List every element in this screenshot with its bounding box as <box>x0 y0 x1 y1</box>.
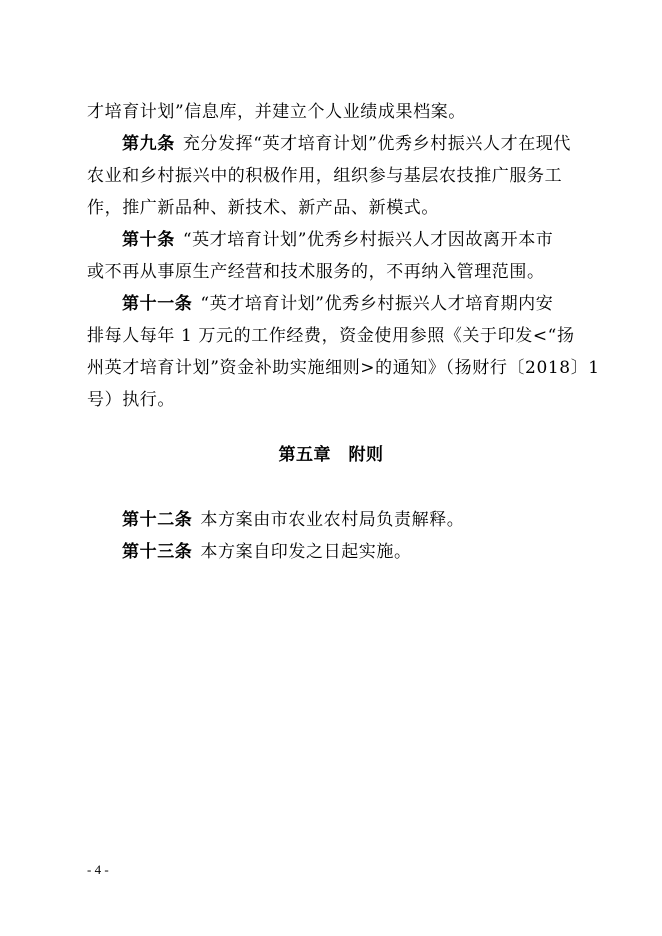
article-12 <box>122 509 464 531</box>
article-text: 本方案自印发之日起实施。 <box>200 542 412 562</box>
article-text: 充分发挥“英才培育计划”优秀乡村振兴人才在现代 <box>182 134 571 154</box>
paragraph-line: 排每人每年 1 万元的工作经费，资金使用参照《关于印发<“扬 <box>87 326 575 346</box>
article-label: 第十二条 <box>122 510 193 530</box>
paragraph-line: 作，推广新品种、新技术、新产品、新模式。 <box>87 198 439 218</box>
paragraph-line: 才培育计划”信息库，并建立个人业绩成果档案。 <box>87 102 466 122</box>
paragraph-line: 农业和乡村振兴中的积极作用，组织参与基层农技推广服务工 <box>87 166 563 186</box>
article-label: 第十条 <box>122 230 175 250</box>
article-10 <box>122 229 553 251</box>
article-text: “英才培育计划”优秀乡村振兴人才培育期内安 <box>200 294 554 314</box>
article-11 <box>122 293 553 315</box>
article-text: 本方案由市农业农村局负责解释。 <box>200 510 465 530</box>
article-text: “英才培育计划”优秀乡村振兴人才因故离开本市 <box>182 230 554 250</box>
article-13 <box>122 541 412 563</box>
page-number: - 4 - <box>87 862 109 877</box>
article-label: 第九条 <box>122 134 175 154</box>
article-label: 第十三条 <box>122 542 193 562</box>
article-9 <box>122 133 571 155</box>
paragraph-line: 或不再从事原生产经营和技术服务的，不再纳入管理范围。 <box>87 262 545 282</box>
chapter-title: 第五章 附则 <box>278 445 384 465</box>
paragraph-line: 州英才培育计划”资金补助实施细则>的通知》（扬财行〔2018〕1 <box>87 358 600 378</box>
article-label: 第十一条 <box>122 294 193 314</box>
paragraph-line: 号）执行。 <box>87 390 175 410</box>
